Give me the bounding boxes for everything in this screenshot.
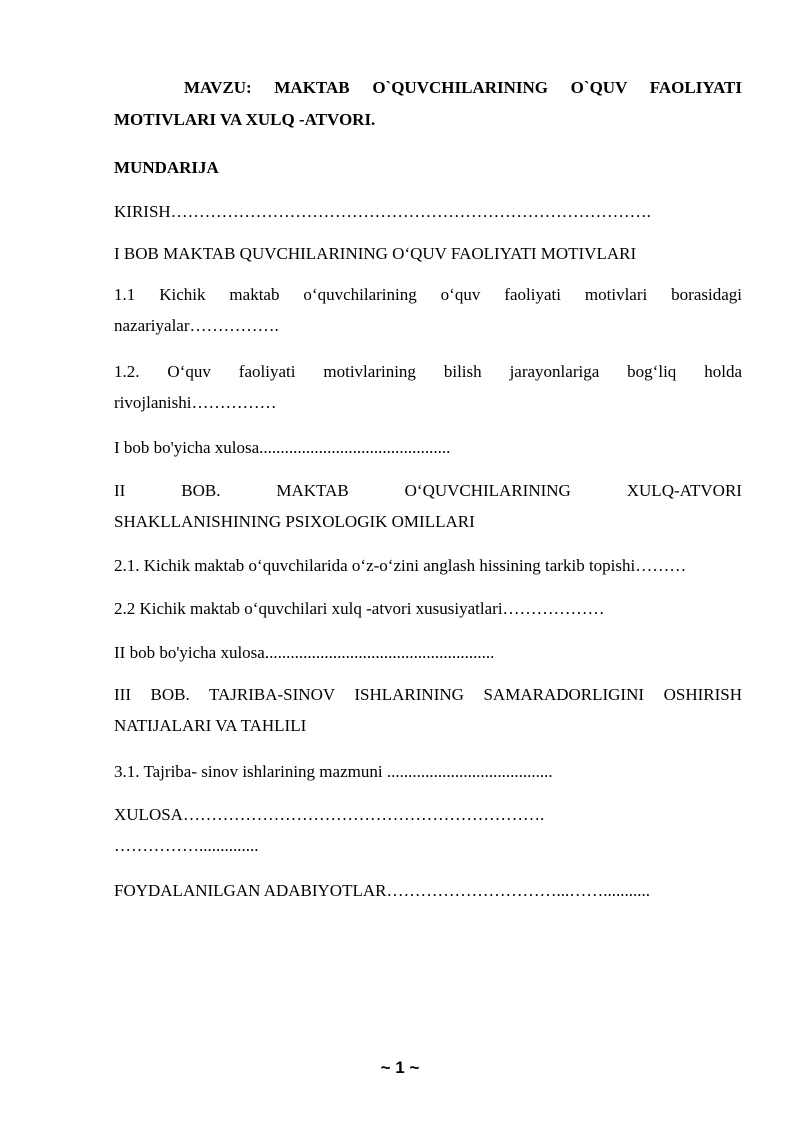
toc-section-2-2[interactable]: 2.2 Kichik maktab o‘quvchilari xulq -atvori xususiyatlari……………… xyxy=(114,599,605,618)
toc-chapter-2-word: II xyxy=(114,481,126,500)
toc-chapter-3[interactable]: III BOB. TAJRIBA-SINOV ISHLARINING SAMARADORLIGINI OSHIRISH NATIJALARI VA TAHLILI xyxy=(114,685,742,735)
toc-intro[interactable]: KIRISH…………………………………………………………………………. xyxy=(114,202,651,221)
contents-heading: MUNDARIJA xyxy=(114,158,219,177)
toc-conclusion-line-1: XULOSA………………………………………………………. xyxy=(114,805,545,824)
toc-chapter-2-word: BOB. xyxy=(181,481,221,500)
toc-references[interactable]: FOYDALANILGAN ADABIYOTLAR…………………………...……........... xyxy=(114,881,650,900)
toc-chapter-2-word: XULQ-ATVORI xyxy=(626,481,742,500)
toc-section-2-1[interactable]: 2.1. Kichik maktab o‘quvchilarida o‘z-o‘zini anglash hissining tarkib topishi……… xyxy=(114,556,687,575)
document-title: MAVZU: MAKTAB O`QUVCHILARINING O`QUV FAOLIYATI MOTIVLARI VA XULQ -ATVORI. xyxy=(114,78,742,129)
toc-section-1-2[interactable]: 1.2. O‘quv faoliyati motivlarining bilish jarayonlariga bog‘liq holda rivojlanishi…………… xyxy=(114,362,742,412)
toc-chapter-2-line-1 xyxy=(114,475,742,506)
document-page xyxy=(114,72,742,900)
toc-conclusion[interactable] xyxy=(114,799,742,861)
toc-chapter-2[interactable] xyxy=(114,475,742,537)
page-number: ~ 1 ~ xyxy=(380,1058,420,1077)
toc-chapter-2-line-2: SHAKLLANISHINING PSIXOLOGIK OMILLARI xyxy=(114,512,475,531)
toc-chapter-1[interactable]: I BOB MAKTAB QUVCHILARINING O‘QUV FAOLIYATI MOTIVLARI xyxy=(114,244,637,263)
toc-section-1-1[interactable]: 1.1 Kichik maktab o‘quvchilarining o‘quv faoliyati motivlari borasidagi nazariyalar……………. xyxy=(114,285,742,335)
toc-chapter-1-summary[interactable]: I bob bo'yicha xulosa............................................. xyxy=(114,438,451,457)
toc-chapter-2-word: MAKTAB xyxy=(276,481,349,500)
toc-section-3-1[interactable]: 3.1. Tajriba- sinov ishlarining mazmuni ....................................... xyxy=(114,762,553,781)
toc-chapter-2-summary[interactable]: II bob bo'yicha xulosa...................................................... xyxy=(114,643,495,662)
toc-conclusion-line-2: …………….............. xyxy=(114,836,259,855)
toc-chapter-2-word: O‘QUVCHILARINING xyxy=(404,481,571,500)
